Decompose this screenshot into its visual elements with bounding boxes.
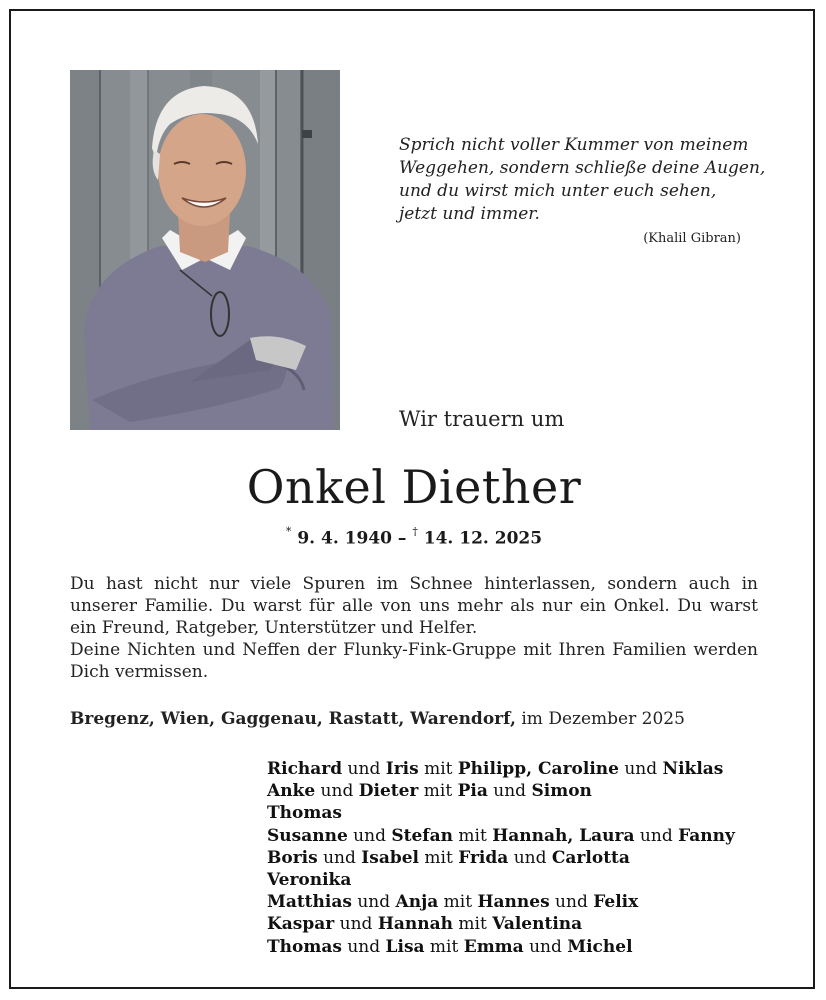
signatory-line (267, 891, 735, 913)
signatory-name: Felix (593, 892, 639, 913)
signatory-line (267, 869, 735, 891)
connector-word: und (523, 936, 568, 957)
birth-date: 9. 4. 1940 (297, 528, 392, 549)
signatory-name: Hannah, Laura (492, 825, 635, 846)
signatory-name: Thomas (267, 803, 342, 824)
signatory-name: Anja (395, 892, 439, 913)
signatory-name: Susanne (267, 825, 348, 846)
place-date: im Dezember 2025 (515, 709, 685, 729)
place-and-date (70, 709, 685, 729)
connector-word: und (334, 914, 378, 935)
connector-word: mit (453, 825, 493, 846)
quote-line: jetzt und immer. (399, 204, 540, 224)
signatory-name: Iris (385, 759, 419, 779)
quote-block (399, 134, 766, 226)
signatory-line (267, 847, 735, 869)
connector-word: und (317, 847, 362, 868)
signatory-name: Frida (458, 847, 509, 868)
quote-line: und du wirst mich unter euch sehen, (399, 181, 717, 201)
signatory-name: Carlotta (551, 847, 630, 868)
signatory-name: Valentina (492, 914, 583, 935)
signatory-line (267, 936, 735, 958)
signatory-name: Thomas (267, 936, 342, 957)
connector-word: mit (424, 936, 464, 957)
signatory-name: Dieter (358, 781, 419, 802)
signatory-name: Hannes (477, 892, 550, 913)
connector-word: mit (419, 847, 459, 868)
quote-author: (Khalil Gibran) (643, 231, 741, 246)
death-symbol: † (412, 525, 418, 538)
signatory-name: Hannah (377, 914, 453, 935)
connector-word: und (315, 781, 359, 802)
signatory-name: Philipp, Caroline (457, 759, 619, 779)
signatory-name: Stefan (391, 825, 453, 846)
signatory-line (267, 825, 735, 847)
mourning-intro: Wir trauern um (399, 407, 565, 431)
connector-word: mit (438, 892, 478, 913)
connector-word: mit (418, 781, 458, 802)
signatory-name: Michel (567, 936, 633, 957)
signatory-name: Boris (267, 847, 318, 868)
connector-word: und (342, 759, 386, 779)
signatory-name: Anke (267, 781, 316, 802)
signatory-name: Richard (267, 759, 343, 779)
connector-word: und (634, 825, 679, 846)
connector-word: und (487, 781, 532, 802)
place-cities: Bregenz, Wien, Gaggenau, Rastatt, Warendorf, (70, 709, 516, 729)
connector-word: mit (453, 914, 493, 935)
connector-word: und (618, 759, 663, 779)
message-text (70, 573, 758, 683)
life-dates (11, 527, 817, 549)
signatory-line (267, 758, 735, 780)
connector-word: und (351, 892, 396, 913)
quote-line: Sprich nicht voller Kummer von meinem (399, 135, 749, 155)
signatory-name: Isabel (361, 847, 419, 868)
connector-word: und (347, 825, 392, 846)
obituary-card (9, 9, 815, 989)
signatory-name: Matthias (267, 892, 352, 913)
connector-word: und (508, 847, 552, 868)
signatory-line (267, 802, 735, 824)
signatory-name: Lisa (385, 936, 425, 957)
quote-line: Weggehen, sondern schließe deine Augen, (399, 158, 766, 178)
signatories-list (267, 758, 735, 958)
signatory-name: Kaspar (267, 914, 335, 935)
signatory-name: Simon (531, 781, 592, 802)
signatory-name: Veronika (267, 869, 352, 890)
message-paragraph: Du hast nicht nur viele Spuren im Schnee hinterlassen, sondern auch in unserer Familie. Du warst für alle von uns mehr als nur ein Onkel. Du warst ein Freund, Ratgeber, Unterstützer und Helfer. (70, 574, 758, 638)
death-date: 14. 12. 2025 (423, 528, 543, 549)
signatory-name: Niklas (662, 759, 724, 779)
connector-word: und (549, 892, 594, 913)
connector-word: mit (418, 759, 458, 779)
signatory-name: Pia (457, 781, 488, 802)
portrait-photo (70, 70, 340, 430)
deceased-name: Onkel Diether (246, 460, 582, 514)
date-separator: – (392, 528, 413, 549)
signatory-name: Emma (463, 936, 524, 957)
signatory-line (267, 780, 735, 802)
connector-word: und (341, 936, 386, 957)
signatory-line (267, 913, 735, 935)
message-paragraph: Deine Nichten und Neffen der Flunky-Fink-Gruppe mit Ihren Familien werden Dich vermissen. (70, 640, 758, 682)
birth-symbol: * (285, 525, 292, 538)
signatory-name: Fanny (678, 825, 735, 846)
